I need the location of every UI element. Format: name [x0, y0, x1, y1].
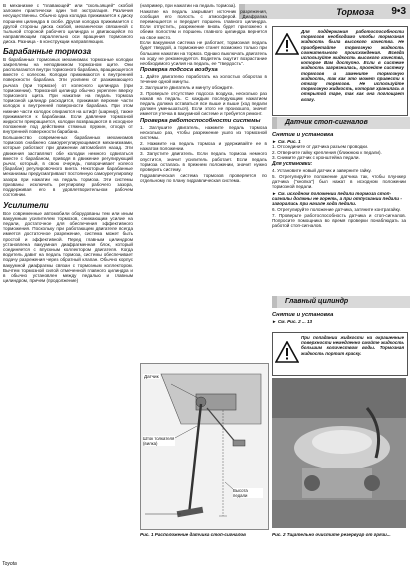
header-title: Тормоза [336, 7, 374, 17]
column-2 [140, 3, 267, 183]
step: 3. Запустите двигатель. Если педаль тормоза немного опустится, значит усилитель работает. Если педаль тормоза осталась в прежнем положении, значит нужно проверить систему. [140, 151, 267, 173]
figure-1 [140, 363, 269, 530]
paragraph: Нажатие на педаль закрывает источник разрежения, сообщая его полость с атмосферой. Диафрагма перемещается и передает поршень главного цилиндра. Если отпустить, разрежение вновь будет приложено к обеим полостям и поршень главного цилиндра вернется на свое место. [140, 8, 267, 40]
warning-box-2 [272, 332, 408, 376]
label-sensor: Датчик [144, 374, 159, 379]
paragraph: Все современные автомобили оборудованы тем или иным вакуумным усилителем тормозов, снижающим усилие на педали, достаточное для обеспечения эффективного торможения. Поскольку при работающем двигателе всегда имеется достаточное разрежение, система может быть простой и эффективной. Перед главным цилиндром установлена вакуумная диафрагменная блок, который соединяется с впускным коллектором двигателя. Когда водитель давит на педаль тормоза, системы обеспечивает подачу разрежения через обратный клапан. Обычно корпус вакуумной диафрагмы связан с тормозным коллектором. Вычтем тормозной силой отмеченной главного цилиндра и в обычно установлен между педалью и главным цилиндром, причем (продолжение) [3, 210, 133, 284]
drum-title: Барабанные тормоза [3, 46, 92, 56]
paragraph: Если вакуумная система не работает, тормозная педаль будет твердой, а торможение станет возможно только при большем нажатии на тормоз. Однако выключать двигатель на ходу не рекомендуется. Водитель ощутит возрастание необходимого усилия на педаль, ее "твердость". [140, 40, 267, 67]
step: 5. Отрегулируйте положение датчика так, чтобы плунжер датчика ("кнопка") был нажат в исходном положении тормозной педали. [272, 173, 406, 190]
drum-text [3, 57, 133, 198]
step: 3. Проверьте отсутствие подсоса воздуха, несколько раз нажав на педаль. С каждым последующим нажатием педаль должна оставаться все выше и выше (ход педали должен уменьшаться). Если этого не произошло, значит имеется утечка в вакуумной системе и требуется ремонт. [140, 90, 267, 117]
step: 3. Снимите датчик с кронштейна педали. [272, 155, 360, 161]
label-height: Высота педали [233, 488, 263, 498]
col2-top [140, 3, 267, 66]
col1-intro [3, 3, 133, 45]
figure-2-caption: Рис. 2 Тщательно очистите резервуар от грязи... [272, 532, 391, 537]
paragraph: В барабанных тормозных механизмах тормозные колодки закреплены на неподвижном тормозном щите. Они располагаются внутри тормозного барабана, вращающегося вместе с колесом. Колодки прижимаются к внутренней поверхности барабана. Эти усилием от разжимающего рычага (при тормозе) от колесного цилиндра (при торможении). Тормозной цилиндр обычно укреплен вверху тормозного щита. При нажатии на педаль тормоза тормозной цилиндр расходится, прижимая верхние части колодок к внутренней поверхности барабана. При этом нижние части колодок опираются на штифт (шарнир), также прижимается к барабанам. Если давление тормозной жидкости прекращается, колодки возвращаются в исходное положение под действием стяжных пружин, отходя от внутренней поверхности барабана. [3, 56, 133, 135]
figure-2-photo [272, 378, 406, 528]
check-steps [140, 74, 267, 116]
work-title: Проверка работоспособности системы [140, 117, 261, 124]
paragraph: Большинство современных барабанных механизмов тормозов снабжено самоурегулирующимися механизмами, которые работают при движении автомобиля назад. Эти движения заставляют обе колодки немного сдвигаться вместе с барабаном, приводя в движение регулирующий рычаг, который, в свою очередь, поворачивает колесо (барабан) регулировочного винта. Некоторые барабанные механизмы предусматривают постоянную самоурегулировку зазора при нажатии на педаль тормоза. Эти системы призваны исключить регулировку рабочего зазора, поддерживая его в удовлетворительном рабочем состоянии. [3, 135, 134, 198]
install-steps-2 [272, 207, 406, 228]
sensor-band [272, 117, 410, 129]
column-3 [272, 131, 406, 229]
warning-triangle-icon [275, 33, 299, 55]
remove-steps [272, 144, 406, 160]
sensor-band-title: Датчик стоп-сигналов [285, 119, 368, 126]
check-title: Проверка подсоса воздуха [140, 67, 218, 74]
work-steps [140, 125, 267, 183]
step: 1. Дайте двигателю поработать на холостых оборотах в течение одной минуты. [140, 74, 267, 85]
master-band [272, 296, 410, 308]
pedal-diagram [141, 364, 268, 529]
label-rod: Шток толкателя (вилка) [143, 436, 175, 446]
master-cylinder-photo [272, 378, 406, 528]
step: 1. Отсоедините от датчика разъем проводки. [272, 144, 369, 149]
warning-box-1 [272, 26, 408, 116]
master-section [272, 311, 406, 324]
footer-brand: Toyota [2, 561, 17, 567]
page-number: 9•3 [391, 6, 406, 17]
column-1 [3, 3, 133, 284]
remove-title-2: Снятие и установка [272, 312, 334, 318]
note-1: ► См. исходном положении педали тормоза стоп-сигналы должны не гореть, а при отпускании педали - загорались при начале хода педали. [272, 190, 402, 206]
step: 1. Заглушите двигатель, нажмите педаль тормоза несколько раз, чтобы разрежение ушло из тормозной системы. [140, 124, 267, 141]
boost-title: Усилители [3, 200, 49, 210]
warning-text-2: При попадании жидкости на окрашенные поверхности немедленно смойте жидкость большим количеством воды. Тормозная жидкость портит краску. [301, 335, 404, 356]
see-fig-1: ► См. Рис. 1 [272, 139, 301, 144]
install-steps [272, 168, 406, 189]
paragraph: В механизме с "плавающей" или "скользящей" скобой заложен практически один тип экстрагация. Различия несущественны. Обычно одна колодка прижимается к диску поршнем цилиндра в скобе. Другая колодка прижимается с другой стороны диска скобой, механически связанной с тыльной стороной рабочего цилиндра и двигающейся по направляющим параллельно оси вращения тормозного диска. Разница - в конструкции направляющих. [3, 3, 133, 45]
step: 2. Отверните гайку крепления (ближнюю к педали). [272, 149, 382, 155]
warning-text-1: Для поддержания работоспособности тормозов необходимо чтобы тормозная жидкость была высокого качества. Не приобретайте тормозную жидкость сомнительного происхождения. Всегда используйте жидкость высокого качества, которое Вам доступно. Если в системе жидкость загрязнилась, пролейте систему тормозов и замените тормозную жидкость, так как это может привести к отказу тормозов. Не используйте тормозную жидкость, которая хранилась в открытой таре, так как она поглощает влагу. [301, 29, 404, 102]
paragraph: (например, при нажатии на педаль тормоза). [140, 3, 237, 8]
paragraph: Гидравлическая система тормозов проверяется по отдельному по плану гидравлическая система. [140, 172, 267, 183]
step: 6. Отрегулируйте положение датчика, затяните контрагайку. [272, 207, 401, 213]
step: 2. Нажмите на педаль тормоза и удерживайте ее в нажатом положении. [140, 140, 267, 151]
step: 7. Проверьте работоспособность датчика и стоп-сигналов. Попросите помощника во время проверки понаблюдать за работой стоп-сигналов. [272, 212, 406, 229]
boost-text [3, 211, 133, 284]
master-band-title: Главный цилиндр [285, 298, 349, 305]
install-title: Для установки: [272, 161, 313, 168]
step: 4. Установите новый датчик и заверните гайку. [272, 168, 372, 174]
step: 2. Заглушите двигатель и минуту обождите. [140, 85, 234, 91]
figure-1-caption: Рис. 1 Расположение датчика стоп-сигналов [140, 532, 246, 537]
remove-title: Снятие и установка [272, 132, 334, 138]
see-fig-2: ► См. Рис. 2 ... 13 [272, 319, 313, 324]
warning-triangle-icon [275, 341, 299, 363]
